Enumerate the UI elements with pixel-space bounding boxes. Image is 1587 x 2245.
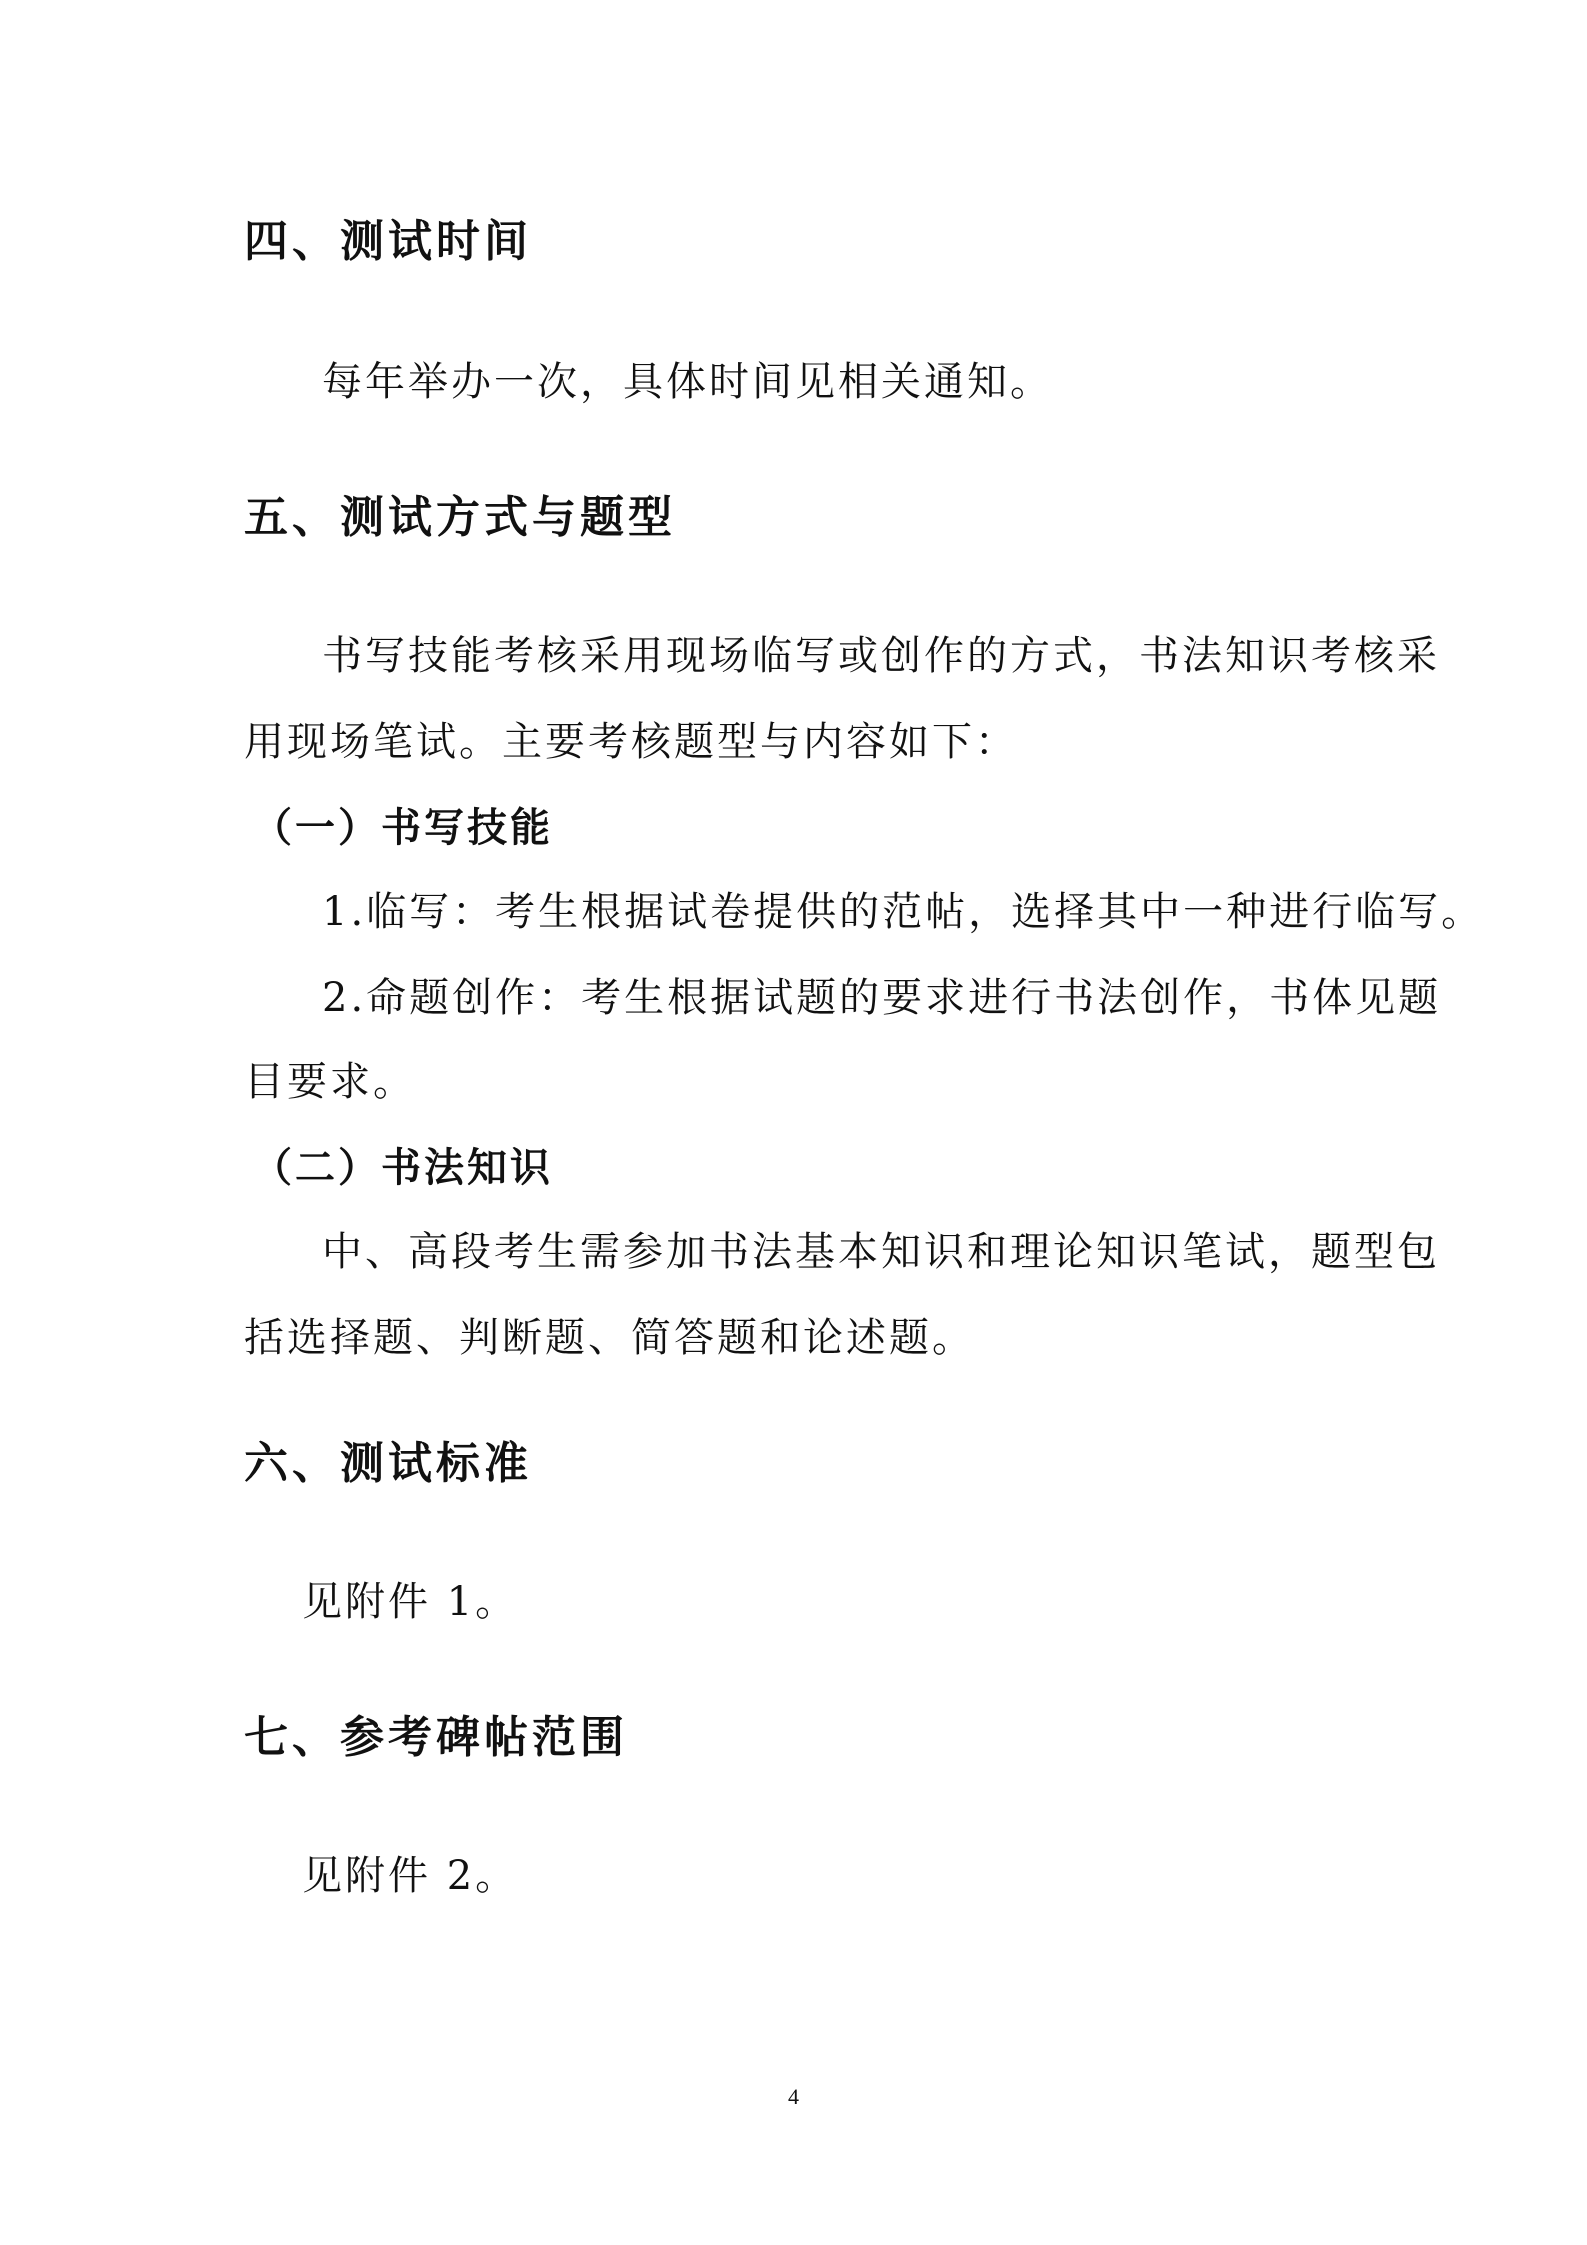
section-seven-paragraph: 见附件 2。 [302, 1853, 519, 1899]
section-six-heading: 六、测试标准 [244, 1438, 532, 1489]
subsection-calligraphy-knowledge-heading: （二）书法知识 [252, 1145, 553, 1191]
section-seven-heading: 七、参考碑帖范围 [244, 1712, 628, 1763]
section-six-paragraph: 见附件 1。 [302, 1579, 519, 1625]
calligraphy-knowledge-paragraph-line-1: 中、高段考生需参加书法基本知识和理论知识笔试，题型包 [322, 1229, 1440, 1275]
section-five-heading: 五、测试方式与题型 [244, 492, 676, 543]
section-four-heading: 四、测试时间 [244, 216, 532, 267]
writing-skills-item-2-line-1: 2.命题创作：考生根据试题的要求进行书法创作，书体见题 [322, 975, 1442, 1021]
writing-skills-item-1: 1.临写：考生根据试卷提供的范帖，选择其中一种进行临写。 [322, 889, 1485, 935]
writing-skills-item-2-line-2: 目要求。 [244, 1059, 416, 1105]
section-five-paragraph-line-1: 书写技能考核采用现场临写或创作的方式，书法知识考核采 [322, 633, 1440, 679]
calligraphy-knowledge-paragraph-line-2: 括选择题、判断题、简答题和论述题。 [244, 1315, 975, 1361]
section-five-paragraph-line-2: 用现场笔试。主要考核题型与内容如下： [244, 719, 1018, 765]
subsection-writing-skills-heading: （一）书写技能 [252, 805, 553, 851]
section-four-paragraph: 每年举办一次，具体时间见相关通知。 [322, 359, 1053, 405]
page-number: 4 [788, 2084, 799, 2109]
